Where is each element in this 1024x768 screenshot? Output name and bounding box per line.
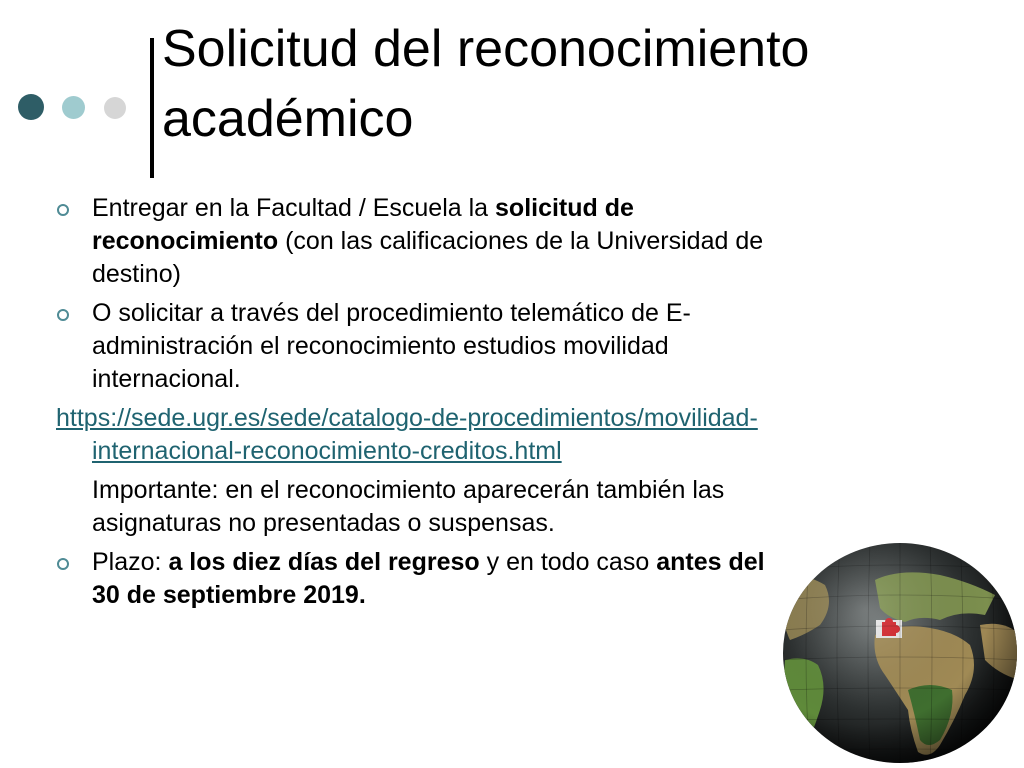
link-paragraph [0,402,780,468]
deadline-date: antes del 30 de septiembre 2019. [92,548,765,609]
decorative-dot-dark [18,94,44,120]
bullet-circle-icon [57,558,69,570]
bullet-item-submit [0,192,780,291]
bullet-text: (con las calificaciones de la Universidad de destino) [92,227,764,288]
slide-title: Solicitud del reconocimiento académico [162,20,810,148]
bullet-item-online [0,297,780,396]
title-divider [150,38,154,178]
important-note: Importante: en el reconocimiento aparecerán también las asignaturas no presentadas o suspensas. [92,476,725,537]
bullet-text: Entregar en la Facultad / Escuela la [92,194,496,222]
slide-content [0,192,780,618]
deadline-bold-text: a los diez días del regreso [168,548,480,576]
bullet-text: O solicitar a través del procedimiento telemático de E-administración el reconocimiento estudios movilidad internacional. [92,299,691,393]
bullet-item-deadline [0,546,780,612]
decorative-dot-mid [62,96,85,119]
bullet-bold-text: solicitud de reconocimiento [92,194,634,255]
decorative-dot-light [104,97,126,119]
globe-puzzle-image [780,540,1020,766]
procedure-link[interactable]: https://sede.ugr.es/sede/catalogo-de-procedimientos/movilidad-internacional-reconocimiento-creditos.html [56,404,758,465]
deadline-text: y en todo caso [479,548,657,576]
deadline-label: Plazo: [92,548,169,576]
bullet-circle-icon [57,204,69,216]
bullet-circle-icon [57,309,69,321]
